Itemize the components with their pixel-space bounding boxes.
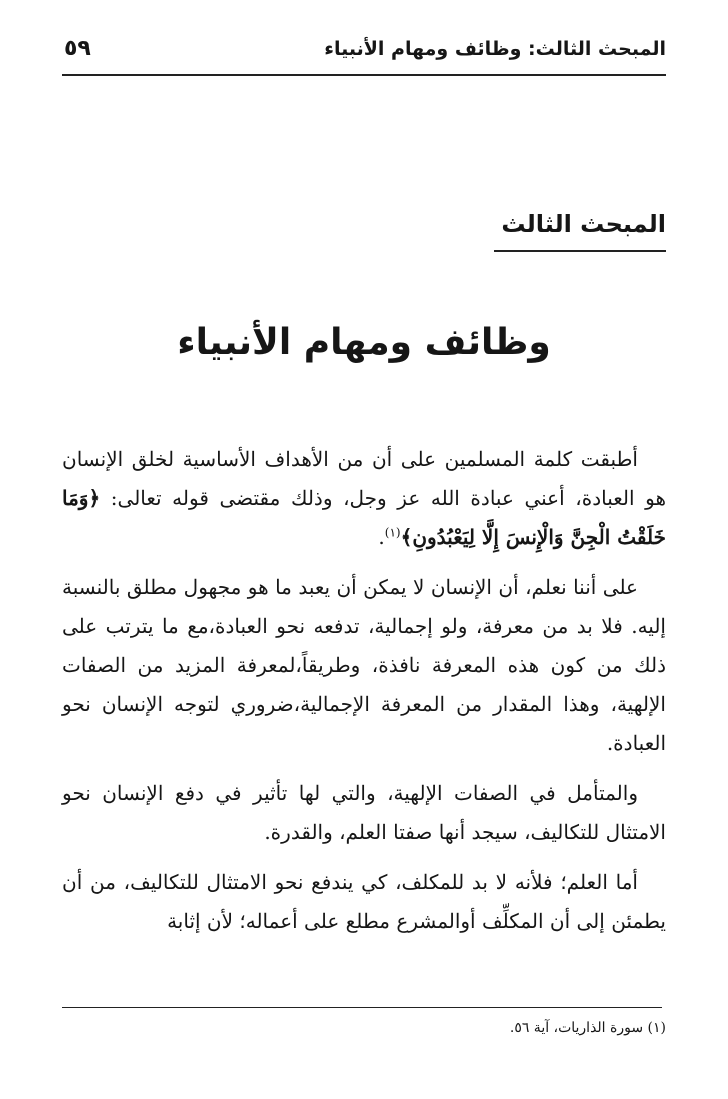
quran-verse: ﴿وَمَا خَلَقْتُ الْجِنَّ وَالْإِنسَ إِلَّا لِيَعْبُدُونِ﴾ [62, 486, 666, 549]
paragraph-1-end: . [378, 525, 385, 549]
running-title: المبحث الثالث: وظائف ومهام الأنبياء [324, 38, 666, 60]
paragraph-3: والمتأمل في الصفات الإلهية، والتي لها تأثير في دفع الإنسان نحو الامتثال للتكاليف، سيجد أنها صفتا العلم، والقدرة. [62, 781, 666, 844]
section-heading: المبحث الثالث [494, 204, 666, 252]
body-text [62, 440, 666, 952]
paragraph-2: على أننا نعلم، أن الإنسان لا يمكن أن يعبد ما هو مجهول مطلق بالنسبة إليه. فلا بد من معرفة، ولو إجمالية، تدفعه نحو العبادة،مع ما يترتب على ذلك من كون هذه المعرفة نافذة، وطريقاً،لمعرفة المزيد من الصفات الإلهية، وهذا المقدار من المعرفة الإجمالية،ضروري لتوجه الإنسان نحو العبادة. [62, 575, 666, 755]
paragraph-1 [62, 440, 666, 557]
paragraph-1-text: أطبقت كلمة المسلمين على أن من الأهداف الأساسية لخلق الإنسان هو العبادة، أعني عبادة الله عز وجل، وذلك مقتضى قوله تعالى: [62, 447, 666, 510]
footnote-reference: (١) [384, 525, 401, 540]
footnote-divider [62, 1007, 662, 1008]
running-header [62, 34, 666, 76]
footnote: (١) سورة الذاريات، آية ٥٦. [509, 1020, 666, 1036]
chapter-title: وظائف ومهام الأنبياء [177, 322, 551, 363]
paragraph-4: أما العلم؛ فلأنه لا بد للمكلف، كي يندفع نحو الامتثال للتكاليف، من أن يطمئن إلى أن المكلِّف أوالمشرع مطلع على أعماله؛ لأن إثابة [62, 870, 666, 933]
page-number: ٥٩ [64, 36, 91, 61]
